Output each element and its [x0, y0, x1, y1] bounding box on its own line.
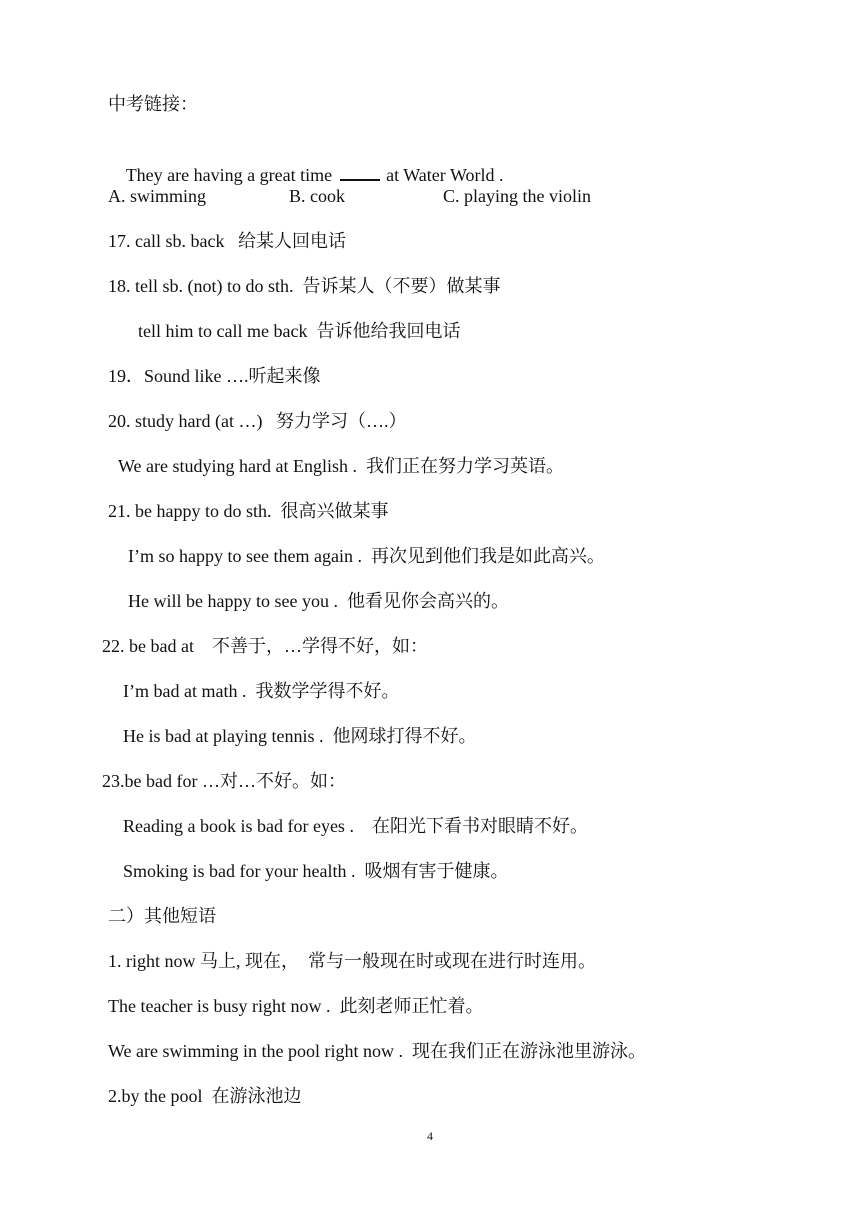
section-heading: 中考链接：: [108, 94, 198, 114]
example-line: We are swimming in the pool right now . 现在我们正在游泳池里游泳。: [108, 1041, 647, 1061]
question-text-before: They are having a great time: [125, 165, 333, 185]
example-line: tell him to call me back 告诉他给我回电话: [138, 321, 461, 341]
phrase-23: 23.be bad for …对…不好。如：: [102, 771, 346, 791]
example-line: The teacher is busy right now . 此刻老师正忙着。: [108, 996, 484, 1016]
answer-blank: [340, 163, 380, 181]
option-c: C. playing the violin: [443, 186, 591, 206]
example-line: I’m bad at math . 我数学学得不好。: [123, 681, 400, 701]
question-text-after: at Water World .: [386, 165, 504, 185]
subsection-heading: 二）其他短语: [108, 906, 216, 926]
example-line: Reading a book is bad for eyes . 在阳光下看书对眼睛不好。: [123, 816, 588, 836]
phrase-22: 22. be bad at 不善于，…学得不好，如：: [102, 636, 428, 656]
phrase-by-the-pool: 2.by the pool 在游泳池边: [108, 1086, 302, 1106]
example-line: He is bad at playing tennis . 他网球打得不好。: [123, 726, 477, 746]
example-line: He will be happy to see you . 他看见你会高兴的。: [128, 591, 509, 611]
phrase-18: 18. tell sb. (not) to do sth. 告诉某人（不要）做某事: [108, 276, 501, 296]
phrase-20: 20. study hard (at …) 努力学习（….）: [108, 411, 407, 431]
phrase-17: 17. call sb. back 给某人回电话: [108, 231, 346, 251]
phrase-right-now: 1. right now 马上, 现在， 常与一般现在时或现在进行时连用。: [108, 951, 596, 971]
phrase-19: 19．Sound like ….听起来像: [108, 366, 321, 386]
phrase-21: 21. be happy to do sth. 很高兴做某事: [108, 501, 389, 521]
option-a: A. swimming: [108, 186, 207, 206]
example-line: We are studying hard at English . 我们正在努力学习英语。: [118, 456, 564, 476]
option-b: B. cook: [289, 186, 345, 206]
example-line: Smoking is bad for your health . 吸烟有害于健康。: [123, 861, 509, 881]
example-line: I’m so happy to see them again . 再次见到他们我是如此高兴。: [128, 546, 605, 566]
page-number: 4: [427, 1129, 433, 1143]
